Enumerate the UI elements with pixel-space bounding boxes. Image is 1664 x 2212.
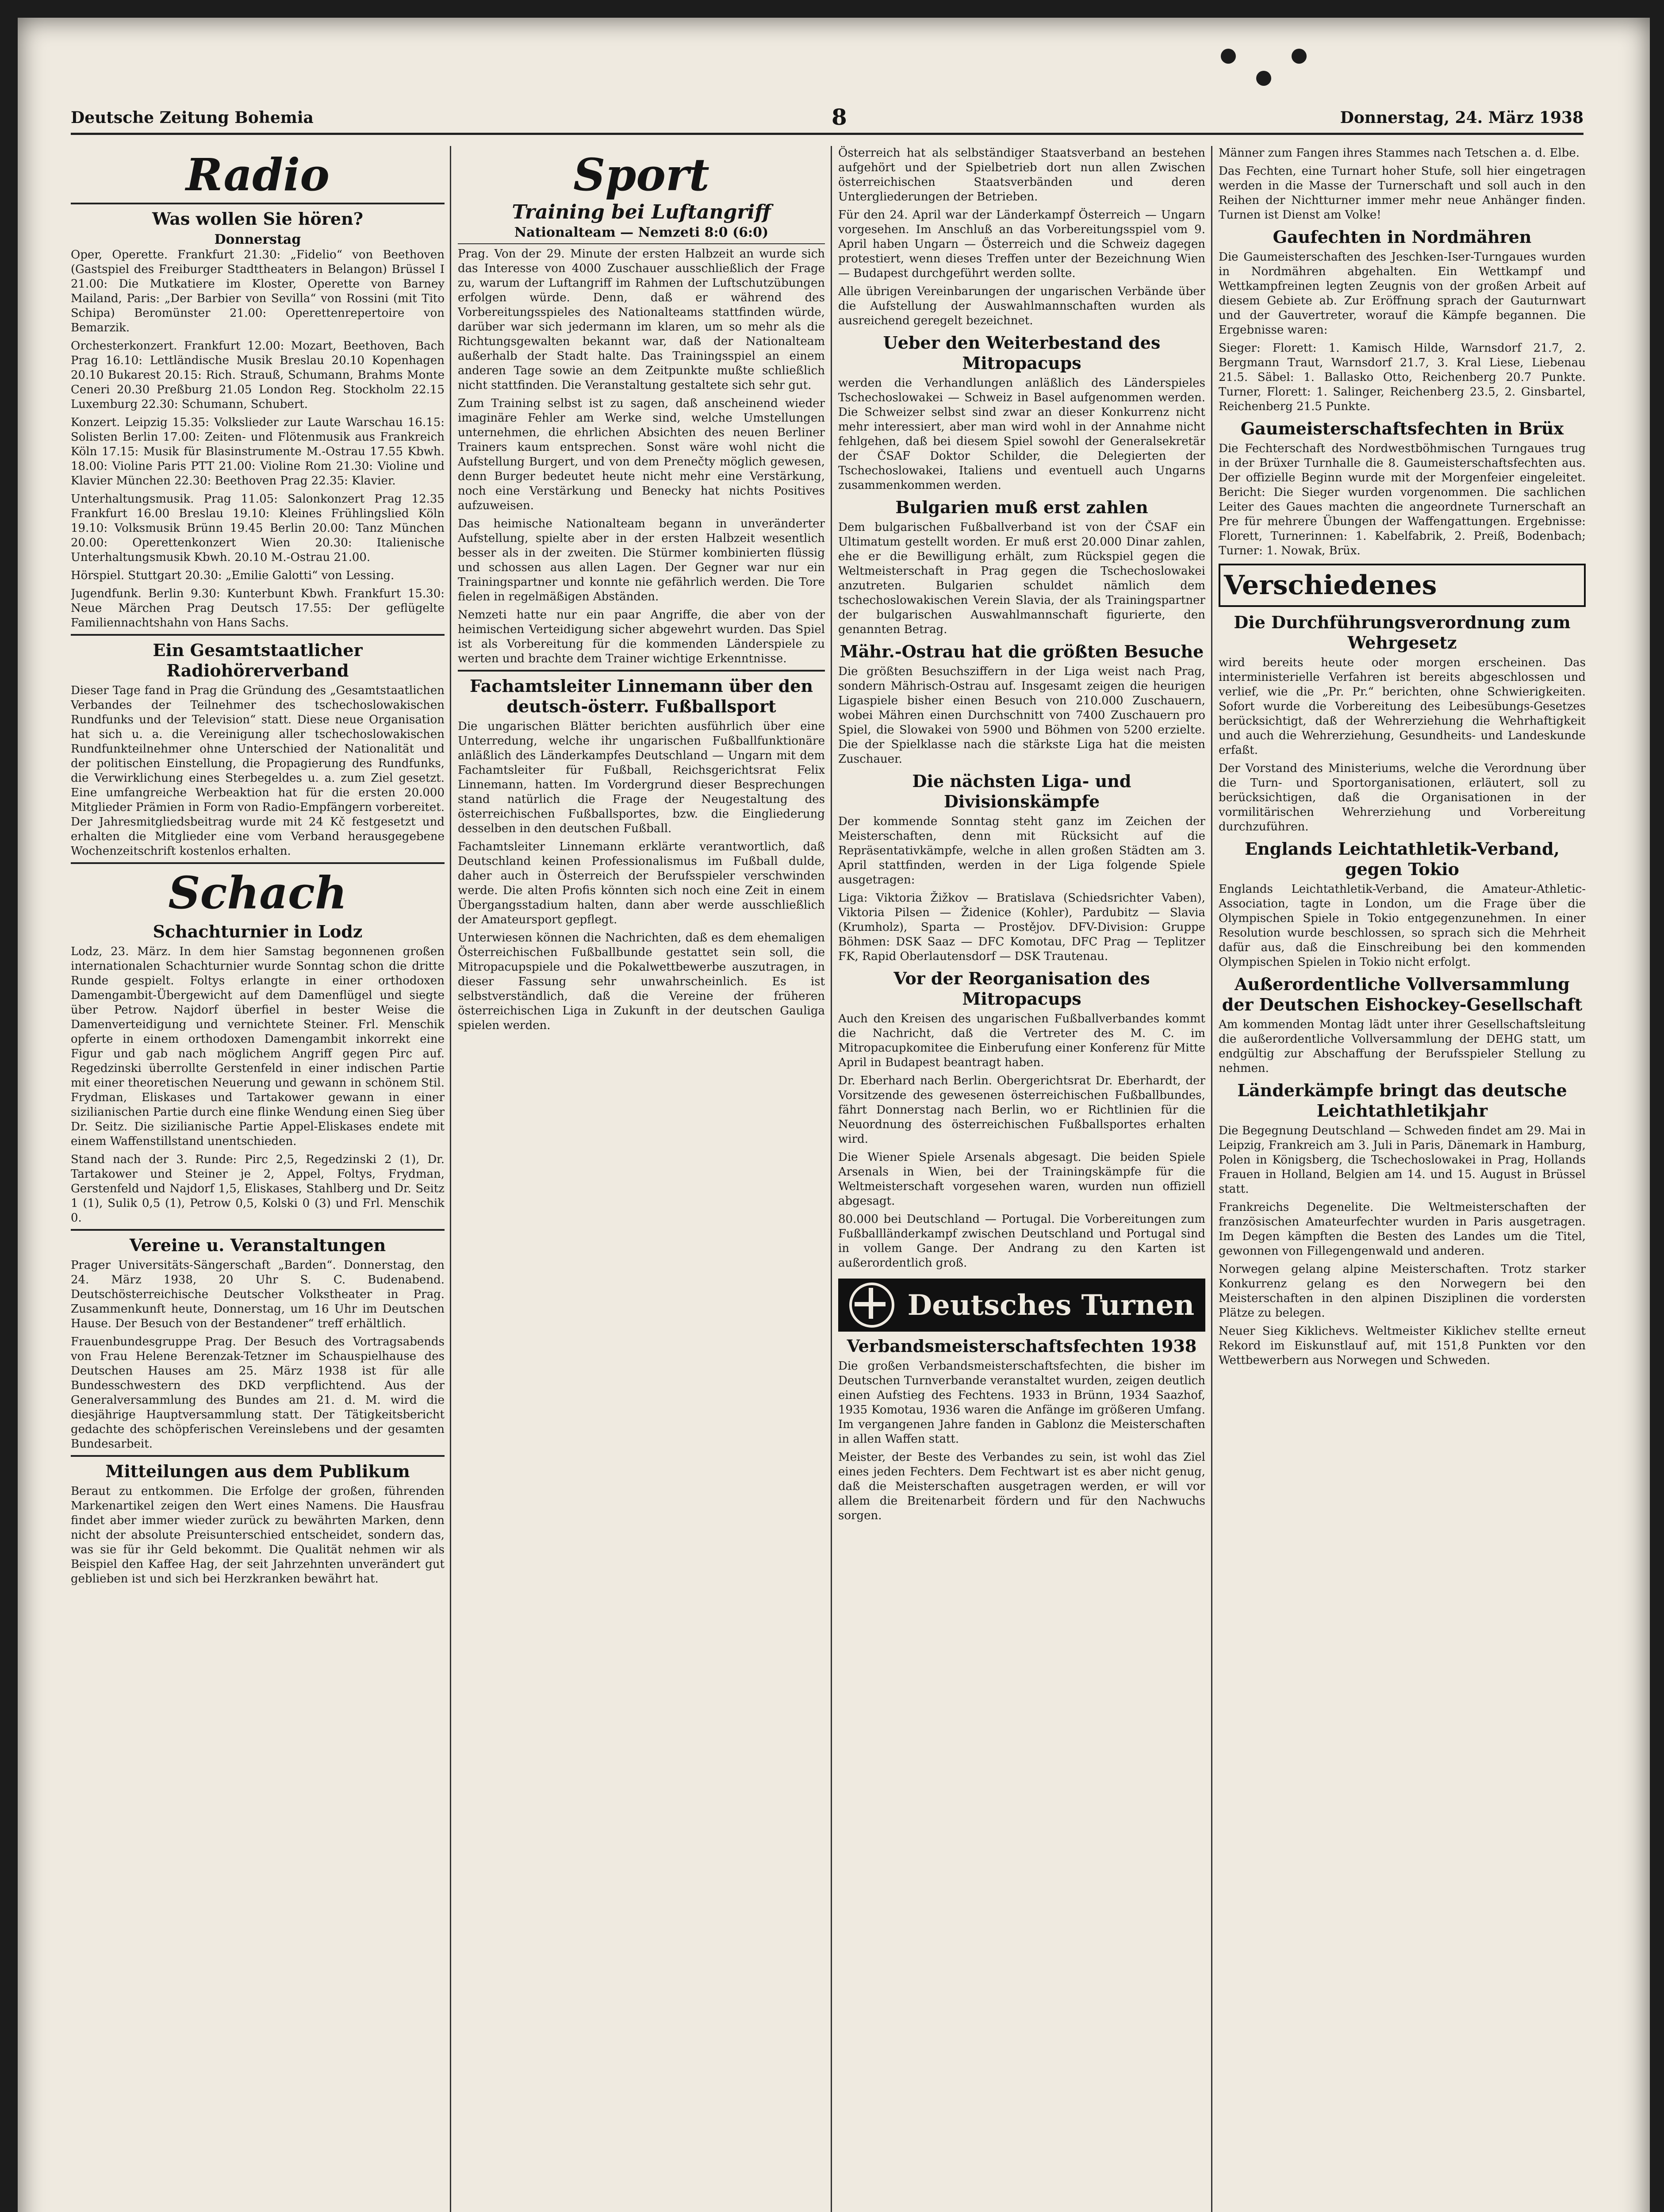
vereine-text-2: Frauenbundesgruppe Prag. Der Besuch des Vortragsabends von Frau Helene Berenzak-Tetzner im Schauspielhause des Deutschen Hauses am 25. März 1938 ist für alle Bundesschwestern des DKD verpflichtend. Aus der Generalversammlung des Bundes am 21. d. M. wird die diesjährige Hauptversammlung statt. Der Tätigkeitsbericht gedachte des schöpferischen Vereinslebens und der gesamten Bundesarbeit. — [71, 1335, 445, 1451]
fachamt-text: Die ungarischen Blätter berichten ausführlich über eine Unterredung, welche ihr ungarischen Fußballfunktionäre anläßlich des Länderkampfes Deutschland — Ungarn mit dem Fachamtsleiter für Fußball, Reichsgerichtsrat Felix Linnemann, hatten. Im Vordergrund dieser Besprechungen stand natürlich die Frage der Neugestaltung des österreichischen Fußballsportes, bzw. die Eingliederung desselben in den deutschen Fußball. — [458, 720, 825, 835]
punch-hole-icon — [1256, 71, 1271, 86]
column-divider — [450, 146, 451, 2212]
ostrau-text: Die größten Besuchsziffern in der Liga weist nach Prag, sondern Mährisch-Ostrau auf. Insgesamt zeigen die heurigen Ligaspiele bisher einen Besuch von 210.000 Zuschauern, wobei Mähren einen Durchschnitt von 7400 Zuschauern pro Spiel, die Slowakei von 5900 und Böhmen von 5200 erzielte. Die der Spielklasse nach die stärkste Liga hat die meisten Zuschauer. — [838, 665, 1205, 766]
schach-text: Lodz, 23. März. In dem hier Samstag begonnenen großen internationalen Schachturnier wurde Sonntag schon die dritte Runde gespielt. Foltys erlangte in einer orthodoxen Damengambit-Übergewicht auf dem Damenflügel und siegte über Petrow. Najdorf überfiel in bester Weise die Damenverteidigung und vernichtete Steiner. Frl. Menschik opferte in einem orthodoxen Damengambit inkorrekt eine Figur und gab nach möglichem Angriff gegen Pirc auf. Regedzinski überrollte Gerstenfeld in einer indischen Partie mit einer theoretischen Neuerung und gewann in schönem Stil. Frydman, Eliskases und Tartakower gewann in einer sizilianischen Partie durch eine flinke Wendung einen Sieg über Dr. Seitz. Die sizilianische Partie Appel-Eliskases endete mit einem Waffenstillstand unentschieden. — [71, 945, 445, 1148]
radio-radioplay: Hörspiel. Stuttgart 20.30: „Emilie Galotti“ von Lessing. — [71, 569, 395, 582]
radio-association-title: Ein Gesamtstaatlicher Radiohörerverband — [153, 640, 363, 680]
radio-orchestra: Orchesterkonzert. Frankfurt 12.00: Mozart, Beethoven, Bach Prag 16.10: Lettländische Musik Breslau 20.10 Kopenhagen 20.10 Bukarest 20.15: Rich. Strauß, Schumann, Brahms Monte Ceneri 20.30 Preßburg 21.05 London Reg. Stockholm 22.15 Luxemburg 22.30: Schumann, Schubert. — [71, 339, 445, 411]
eishockey-heading: Außerordentliche Vollversammlung der Deutschen Eishockey-Gesellschaft — [1222, 974, 1583, 1014]
divider — [71, 1229, 445, 1231]
newspaper-name: Deutsche Zeitung Bohemia — [71, 108, 314, 127]
liga-heading: Die nächsten Liga- und Divisionskämpfe — [912, 771, 1131, 811]
column-divider — [1211, 146, 1212, 2212]
radio-association-text: Dieser Tage fand in Prag die Gründung des „Gesamtstaatlichen Verbandes der Teilnehmer des tschechoslowakischen Rundfunks und der Television“ statt. Diese neue Organisation hat sich u. a. die Vereinigung aller tschechoslowakischen Rundfunkteilnehmer ohne Unterschied der Nationalität und der politischen Einstellung, die Propagierung des Rundfunks, die Verwirklichung eines Sterbegeldes u. a. zum Ziel gesetzt. Eine umfangreiche Werbeaktion hat für die ersten 20.000 Mitglieder Prämien in Form von Radio-Empfängern vorbereitet. Der Jahresmitgliedsbeitrag wurde mit 24 Kč festgesetzt und erhalten die Mitglieder eine vom Verband herausgegebene Wochenzeitschrift kostenlos erhalten. — [71, 684, 445, 858]
mitteilungen-title: Mitteilungen aus dem Publikum — [105, 1461, 410, 1481]
mitteilungen-text: Beraut zu entkommen. Die Erfolge der großen, führenden Markenartikel zeigen den Wert eines Namens. Die Hausfrau findet aber immer wieder zurück zu bewährten Marken, denn nicht der absolute Preisunterschied entscheidet, sondern das, was sie für ihr Geld bekommt. Die Qualität nehmen wir als Beispiel den Kaffee Hag, der seit Jahrzehnten unverändert gut geblieben ist und sich bei Herzkranken bewährt hat. — [71, 1485, 445, 1586]
turner-cross-icon — [849, 1283, 894, 1328]
column-turnen-verschiedenes — [1219, 146, 1586, 2212]
reorg-heading: Vor der Reorganisation des Mitropacups — [893, 968, 1150, 1009]
radio-youth: Jugendfunk. Berlin 9.30: Kunterbunt Kbwh. Frankfurt 15.30: Neue Märchen Prag Deutsch 17.55: Der geflügelte Familiennachtshahn von Hans Sachs. — [71, 587, 445, 630]
kiklichev-text: Neuer Sieg Kiklichevs. Weltmeister Kiklichev stellte erneut Rekord im Eiskunstlauf auf, mit 151,8 Punkten vor den Wettbewerbern aus Norwegen und Schweden. — [1219, 1325, 1586, 1367]
fechten-text-2: Meister, der Beste des Verbandes zu sein, ist wohl das Ziel eines jeden Fechters. Dem Fechtwart ist es aber nicht genug, daß die Meisterschaften ausgetragen werden, er will vor allem die Breitenarbeit fördern und für den Nachwuchs sorgen. — [838, 1451, 1205, 1522]
vereine-text: Prager Universitäts-Sängerschaft „Barden“. Donnerstag, den 24. März 1938, 20 Uhr S. C. Budenabend. Deutschösterreichische Deutscher Volkstheater in Prag. Zusammenkunft heute, Donnerstag, um 16 Uhr im Deutschen Hause. Der Besuch von der Bestandener“ treff erhältlich. — [71, 1259, 445, 1330]
arsenal-text: Die Wiener Spiele Arsenals abgesagt. Die beiden Spiele Arsenals in Wien, bei der Trainingskämpfe für die Weltmeisterschaft vorgesehen waren, wurden nun offiziell abgesagt. — [838, 1151, 1205, 1208]
sport-text-3: Das heimische Nationalteam begann in unveränderter Aufstellung, spielte aber in der ersten Halbzeit wesentlich besser als in der zweiten. Die Stürmer kombinierten flüssig und schossen aus allen Lagen. Der Gegner war nur ein Trainingspartner und konnte nie gefährlich werden. Die Tore fielen in regelmäßigen Abständen. — [458, 517, 825, 603]
england-heading: Englands Leichtathletik-Verband, gegen Tokio — [1245, 839, 1560, 879]
vereine-title: Vereine u. Veranstaltungen — [129, 1235, 386, 1255]
punch-hole-icon — [1292, 49, 1307, 64]
wehr-text: wird bereits heute oder morgen erscheinen. Das interministerielle Verfahren ist bereits abgeschlossen und verlief, wie die „Pr. Pr.“ berichten, ohne Schwierigkeiten. Sofort wurde die Vorbereitung des Leibesübungs-Gesetzes berücksichtigt, daß der Wehrerziehung die Wehrhaftigkeit und auch die Wehrerziehung, Gesundheits- und Landeskunde erfaßt. — [1219, 656, 1586, 757]
nord-text: Die Gaumeisterschaften des Jeschken-Iser-Turngaues wurden in Nordmähren abgehalten. Ein Wettkampf und Wettkampfreinen legten Zeugnis von der großen Arbeit auf diesem Gebiete ab. Zur Eröffnung sprach der Gauturnwart und der Gauvertreter, worauf die Kämpfe begannen. Die Ergebnisse waren: — [1219, 250, 1586, 337]
fechten-text: Die großen Verbandsmeisterschaftsfechten, die bisher im Deutschen Turnverbande veranstaltet wurden, zeigen deutlich einen Aufstieg des Fechtens. 1933 in Brünn, 1934 Saazhof, 1935 Komotau, 1936 waren die Anfänge im größeren Umfang. Im vergangenen Jahre fanden in Gablonz die Meisterschaften in allen Waffen statt. — [838, 1359, 1205, 1446]
portugal-text: 80.000 bei Deutschland — Portugal. Die Vorbereitungen zum Fußballländerkampf zwischen Deutschland und Portugal sind in vollem Gange. Der Andrang zu den Karten ist außerordentlich groß. — [838, 1213, 1205, 1270]
wehr-heading: Die Durchführungsverordnung zum Wehrgesetz — [1234, 612, 1571, 653]
radio-day: Donnerstag — [214, 232, 301, 247]
punch-hole-icon — [1221, 49, 1236, 64]
radio-question: Was wollen Sie hören? — [152, 209, 363, 229]
laender-heading: Länderkämpfe bringt das deutsche Leichtathletikjahr — [1237, 1080, 1567, 1121]
col4-text-2: Das Fechten, eine Turnart hoher Stufe, soll hier eingetragen werden in die Masse der Turnerschaft und soll auch in den Reihen der Nichtturner immer mehr neue Anhänger finden. Turnen ist Dienst am Volke! — [1219, 165, 1586, 222]
divider — [71, 1455, 445, 1457]
sport-text-2: Zum Training selbst ist zu sagen, daß anscheinend wieder imaginäre Fehler am Werke sind, welche Umstellungen unternehmen, die ehrlichen Absichten des neuen Berliner Trainers kaum entsprechen. Sonst wäre wohl nicht die Aufstellung Burgert, und von dem Prenečty möglich gewesen, denn Burger bedeutet heute nicht mehr eine Verstärkung, noch eine Verstärkung und Benecky hat nichts Positives aufzuweisen. — [458, 397, 825, 512]
column-divider — [831, 146, 832, 2212]
issue-date: Donnerstag, 24. März 1938 — [1340, 108, 1583, 127]
wehr-text-2: Der Vorstand des Ministeriums, welche die Verordnung über die Turn- und Sportorganisationen, erläutert, soll zu berücksichtigen, daß die Organisationen in der vormilitärischen Wehrerziehung und Vorbereitung durchzuführen. — [1219, 762, 1586, 833]
fechten-heading: Verbandsmeisterschaftsfechten 1938 — [847, 1336, 1197, 1356]
liga-text: Der kommende Sonntag steht ganz im Zeichen der Meisterschaften, denn mit Rücksicht auf die Repräsentativkämpfe, welche in allen großen Städten am 3. April stattfinden, werden in der Liga folgende Spiele ausgetragen: — [838, 815, 1205, 887]
divider — [458, 243, 825, 244]
schach-title: Schach — [168, 867, 347, 919]
col4-text-1: Männer zum Fangen ihres Stammes nach Tetschen a. d. Elbe. — [1219, 146, 1580, 160]
schach-subtitle: Schachturnier in Lodz — [153, 922, 363, 941]
column-sport — [458, 146, 825, 2212]
laender-text: Die Begegnung Deutschland — Schweden findet am 29. Mai in Leipzig, Frankreich am 3. Juli in Paris, Dänemark in Hamburg, Polen in Königsberg, die Tschechoslowakei in Prag, Hollands Frauen in Holland, Belgien am 14. und 15. August in Brüssel statt. — [1219, 1124, 1586, 1196]
eberhard-text: Dr. Eberhard nach Berlin. Obergerichtsrat Dr. Eberhardt, der Vorsitzende des gewesenen österreichischen Fußballbundes, fährt Donnerstag nach Berlin, wo er Richtlinien für die Neuordnung des österreichischen Fußballsportes erhalten wird. — [838, 1074, 1205, 1146]
bulgarien-text: Dem bulgarischen Fußballverband ist von der ČSAF ein Ultimatum gestellt worden. Er muß erst 20.000 Dinar zahlen, ehe er die Bewilligung erhält, zum Rückspiel gegen die Weltmeisterschaft in Prag gegen die Tschechoslowakei anzutreten. Bulgarien schuldet nämlich dem tschechoslowakischen Verein Slavia, der als Trainingspartner der bulgarischen Auswahlmannschaft figurierte, den genannten Betrag. — [838, 521, 1205, 636]
divider — [71, 634, 445, 636]
norwegen-text: Norwegen gelang alpine Meisterschaften. Trotz starker Konkurrenz gelang es den Norwegern bei den Meisterschaften in den alpinen Disziplinen die vordersten Plätze zu belegen. — [1219, 1263, 1586, 1320]
page-header — [71, 104, 1583, 135]
liga-fixtures: Liga: Viktoria Žižkov — Bratislava (Schiedsrichter Vaben), Viktoria Pilsen — Židenice (Kohler), Pardubitz — Slavia (Krumholz), Sparta — Prostějov. DFV-Division: Gruppe Böhmen: DSK Saaz — DFC Komotau, DFC Prag — Teplitzer FK, Rapid Oberlautensdorf — DSK Trautenau. — [838, 891, 1205, 963]
eishockey-text: Am kommenden Montag lädt unter ihrer Gesellschaftsleitung die außerordentliche Vollversammlung der DEHG statt, um endgültig zur Abschaffung der Berufsspieler Stellung zu nehmen. — [1219, 1018, 1586, 1075]
sport-text-4: Nemzeti hatte nur ein paar Angriffe, die aber von der heimischen Verteidigung sicher abgewehrt wurden. Das Spiel ist als Vorbereitung für die kommenden Länderspiele zu werten und brachte dem Trainer wichtige Erkenntnisse. — [458, 608, 825, 665]
radio-opera: Oper, Operette. Frankfurt 21.30: „Fidelio“ von Beethoven (Gastspiel des Freiburger Stadttheaters in Belangon) Brüssel I 21.00: Die Mutkatiere im Kloster, Operette von Barney Mailand, Paris: „Der Barbier von Sevilla“ von Rossini (mit Tito Schipa) Beromünster 21.00: Operettenrepertoire von Bemarzik. — [71, 248, 445, 334]
column-football — [838, 146, 1205, 2212]
sport-headline: Training bei Luftangriff — [512, 201, 771, 223]
radio-entertainment: Unterhaltungsmusik. Prag 11.05: Salonkonzert Prag 12.35 Frankfurt 16.00 Breslau 19.10: Kleines Frühlingslied Köln 19.10: Volksmusik Brünn 19.45 Berlin 20.00: Tanz München 20.00: Operettenkonzert Wien 20.30: Italienische Unterhaltungsmusik Kbwh. 20.10 M.-Ostrau 21.00. — [71, 492, 445, 564]
fachamt-title: Fachamtsleiter Linnemann über den deutsch-österr. Fußballsport — [470, 676, 813, 716]
newspaper-page — [18, 18, 1650, 2212]
fachamt-text-2: Fachamtsleiter Linnemann erklärte verantwortlich, daß Deutschland keinen Professionalismus im Fußball dulde, daher auch in Österreich der Berufsspieler verschwinden werde. Die alten Profis könnten sich noch eine Zeit in einem Übergangsstadium halten, dann aber werde ausschließlich der Amateursport gepflegt. — [458, 840, 825, 926]
mitropa-heading: Ueber den Weiterbestand des Mitropacups — [883, 333, 1161, 373]
verschiedenes-box — [1219, 564, 1586, 607]
schach-standings: Stand nach der 3. Runde: Pirc 2,5, Regedzinski 2 (1), Dr. Tartakower und Steiner je 2, Appel, Foltys, Frydman, Gerstenfeld und Najdorf 1,5, Eliskases, Stahlberg und Dr. Seitz 1 (1), Sulik 0,5 (1), Petrow 0,5, Kolski 0 (3) und Frl. Menschik 0. — [71, 1153, 445, 1225]
divider — [71, 203, 445, 204]
sport-text: Prag. Von der 29. Minute der ersten Halbzeit an wurde sich das Interesse von 4000 Zuschauer ausschließlich der Frage zu, warum der Luftangriff im Rahmen der Luftschutzübungen erfolgen würde. Denn, daß er während des Vorbereitungsspieles des Nationalteams stattfinden würde, darüber war sich jedermann im klaren, um so mehr als die Richtungsgewalten bekannt war, daß der Nationalteam außerhalb der Stadt halte. Das Trainingsspiel an einem anderen Tage sowie an dem Zeitpunkte mußte schließlich nicht stattfinden. Die Veranstaltung gestaltete sich sehr gut. — [458, 247, 825, 392]
sport-result-line: Nationalteam — Nemzeti 8:0 (6:0) — [514, 225, 769, 240]
nord-heading: Gaufechten in Nordmähren — [1273, 227, 1532, 247]
bruex-heading: Gaumeisterschaftsfechten in Brüx — [1240, 419, 1564, 438]
frankreich-text: Frankreichs Degenelite. Die Weltmeisterschaften der französischen Amateurfechter wurden in Paris ausgetragen. Im Degen kämpften die Besten des Landes um die Titel, gewonnen von Fillegengenwald und anderen. — [1219, 1201, 1586, 1258]
divider — [458, 670, 825, 672]
column-radio-schach — [71, 146, 445, 2212]
bruex-text: Die Fechterschaft des Nordwestböhmischen Turngaues trug in der Brüxer Turnhalle die 8. Gaumeisterschaftsfechten aus. Der offizielle Beginn wurde mit der Morgenfeier eingeleitet. Bericht: Die Sieger wurden vorgenommen. Die sachlichen Leiter des Gaues machten die angeordnete Turnerschaft an Pre für mehrere Übungen der Waffengattungen. Ergebnisse: Florett, Turnerinnen: 1. Kabelfabrik, 2. Preiß, Bodenbach; Turner: 1. Nowak, Brüx. — [1219, 442, 1586, 557]
verschiedenes-title: Verschiedenes — [1224, 570, 1437, 601]
col3-text-3: Alle übrigen Vereinbarungen der ungarischen Verbände über die Aufstellung der Auswahlmannschaften wurden als ausreichend geregelt bezeichnet. — [838, 285, 1205, 327]
england-text: Englands Leichtathletik-Verband, die Amateur-Athletic-Association, tagte in London, um die Frage über die Olympischen Spiele in Tokio entgegenzunehmen. In einer Resolution wurde beschlossen, so sprach sich die Mehrheit dafür aus, daß die Einschreibung bei den kommenden Olympischen Spielen in Tokio nicht erfolgt. — [1219, 883, 1586, 969]
col3-text-2: Für den 24. April war der Länderkampf Österreich — Ungarn vorgesehen. Im Anschluß an das Vorbereitungsspiel vom 9. April haben Ungarn — Österreich und die Schweiz dagegen protestiert, wenn dieses Treffen unter der Bezeichnung Wien — Budapest durchgeführt werden sollte. — [838, 208, 1205, 280]
reorg-text: Auch den Kreisen des ungarischen Fußballverbandes kommt die Nachricht, daß die Vertreter des M. C. im Mitropacupkomitee die Einberufung einer Konferenz für Mitte April in Budapest beantragt haben. — [838, 1012, 1205, 1069]
radio-concert: Konzert. Leipzig 15.35: Volkslieder zur Laute Warschau 16.15: Solisten Berlin 17.00: Zeiten- und Flötenmusik aus Frankreich Köln 17.15: Musik für Blasinstrumente M.-Ostrau 17.55 Kbwh. 18.00: Violine Paris PTT 21.00: Violine Rom 21.30: Violine und Klavier München 22.30: Beethoven Prag 22.35: Klavier. — [71, 416, 445, 488]
ostrau-heading: Mähr.-Ostrau hat die größten Besuche — [840, 641, 1204, 661]
deutsches-turnen-banner — [838, 1279, 1205, 1332]
bulgarien-heading: Bulgarien muß erst zahlen — [895, 497, 1148, 517]
banner-label: Deutsches Turnen — [907, 1288, 1195, 1322]
fachamt-text-3: Unterwiesen können die Nachrichten, daß es dem ehemaligen Österreichischen Fußballbunde gestattet sein soll, die Mitropacupspiele und die Pokalwettbewerbe auszutragen, in dieser Fassung sehr unwahrscheinlich. Es ist selbstverständlich, daß die Vereine der früheren österreichischen Liga in Zukunft in der deutschen Gauliga spielen werden. — [458, 931, 825, 1032]
mitropa-text: werden die Verhandlungen anläßlich des Länderspieles Tschechoslowakei — Schweiz in Basel aufgenommen werden. Die Schweizer selbst sind zwar an dieser Konkurrenz nicht mehr interessiert, aber man wird wohl in der Annahme nicht fehlgehen, daß bei diesem Spiel sowohl der Generalsekretär der ČSAF Doktor Schilder, die Delegierten der Tschechoslowakei, Italiens und eventuell auch Ungarns zusammenkommen werden. — [838, 376, 1205, 492]
sport-title: Sport — [573, 149, 709, 201]
col3-text-1: Österreich hat als selbständiger Staatsverband an bestehen aufgehört und der Spielbetrieb dort nun allen Zwischen österreichischen Staatsverbänden und deren Untergliederungen der Betrieben. — [838, 146, 1205, 204]
radio-title: Radio — [186, 149, 330, 201]
divider — [71, 862, 445, 864]
page-number: 8 — [832, 104, 847, 130]
nord-results: Sieger: Florett: 1. Kamisch Hilde, Warnsdorf 21.7, 2. Bergmann Traut, Warnsdorf 21.7, 3. Kral Liese, Liebenau 21.5. Säbel: 1. Ballasko Otto, Reichenberg 20.7 Punkte. Turner, Florett: 1. Salinger, Reichenberg 23.5, 2. Ginsbartel, Reichenberg 21.5 Punkte. — [1219, 342, 1586, 413]
